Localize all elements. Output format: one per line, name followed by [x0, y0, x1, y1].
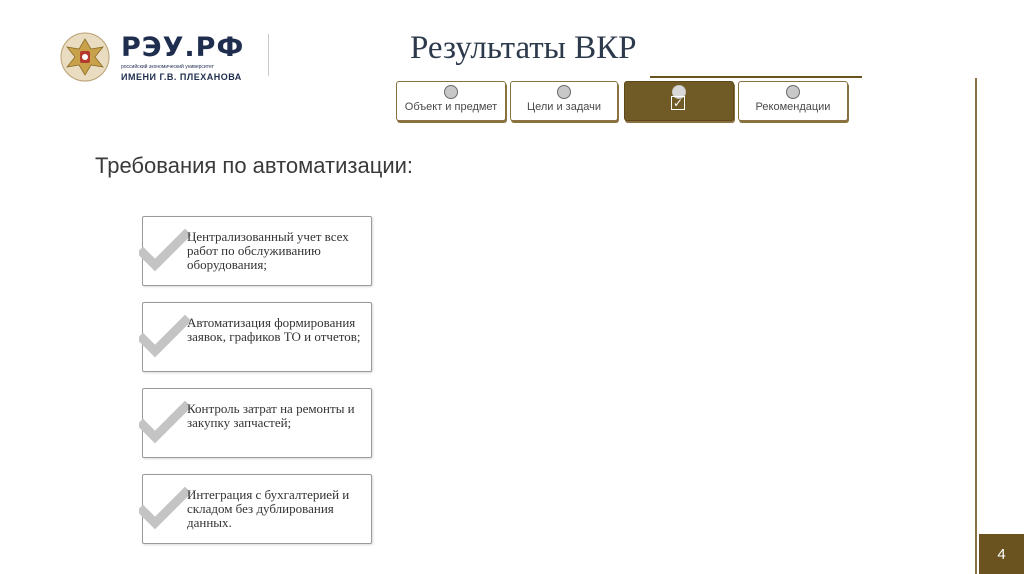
nav-dot-icon — [786, 85, 800, 99]
nav-tab-object-subject[interactable] — [396, 81, 506, 121]
checkmark-icon — [139, 487, 191, 533]
nav-tab-goals-tasks[interactable] — [510, 81, 618, 121]
university-logo[interactable] — [55, 31, 270, 83]
right-border-line — [975, 78, 977, 574]
requirement-text: Автоматизация формирования заявок, графиков ТО и отчетов; — [187, 315, 361, 344]
logo-small-text: российский экономический университет — [121, 64, 214, 70]
section-subtitle: Требования по автоматизации: — [95, 153, 414, 178]
nav-dot-icon — [557, 85, 571, 99]
requirement-text: Интеграция с бухгалтерией и складом без дублирования данных. — [187, 487, 350, 530]
nav-top-line — [650, 76, 862, 78]
nav-tab-results[interactable] — [624, 81, 734, 121]
slide-title: Результаты ВКР — [410, 30, 637, 66]
requirement-card — [142, 216, 372, 286]
nav-dot-icon — [444, 85, 458, 99]
logo-name-text: ИМЕНИ Г.В. ПЛЕХАНОВА — [121, 72, 242, 82]
checkmark-icon — [139, 229, 191, 275]
nav-tab-recommendations[interactable] — [738, 81, 848, 121]
checkmark-icon — [139, 315, 191, 361]
logo-divider — [268, 34, 269, 76]
checkmark-icon — [139, 401, 191, 447]
nav-tab-label: Объект и предмет — [404, 101, 498, 113]
requirement-card — [142, 474, 372, 544]
page-number: 4 — [979, 534, 1024, 574]
requirement-text: Централизованный учет всех работ по обслуживанию оборудования; — [187, 229, 349, 272]
checkbox-checked-icon: ✓ — [672, 96, 684, 110]
requirement-card — [142, 388, 372, 458]
nav-tab-label: Рекомендации — [755, 101, 831, 113]
logo-brand-text: РЭУ.РФ — [121, 32, 245, 63]
eagle-emblem-icon — [55, 31, 115, 83]
requirement-text: Контроль затрат на ремонты и закупку запчастей; — [187, 401, 355, 430]
requirement-card — [142, 302, 372, 372]
nav-tab-label: Цели и задачи — [526, 101, 602, 113]
